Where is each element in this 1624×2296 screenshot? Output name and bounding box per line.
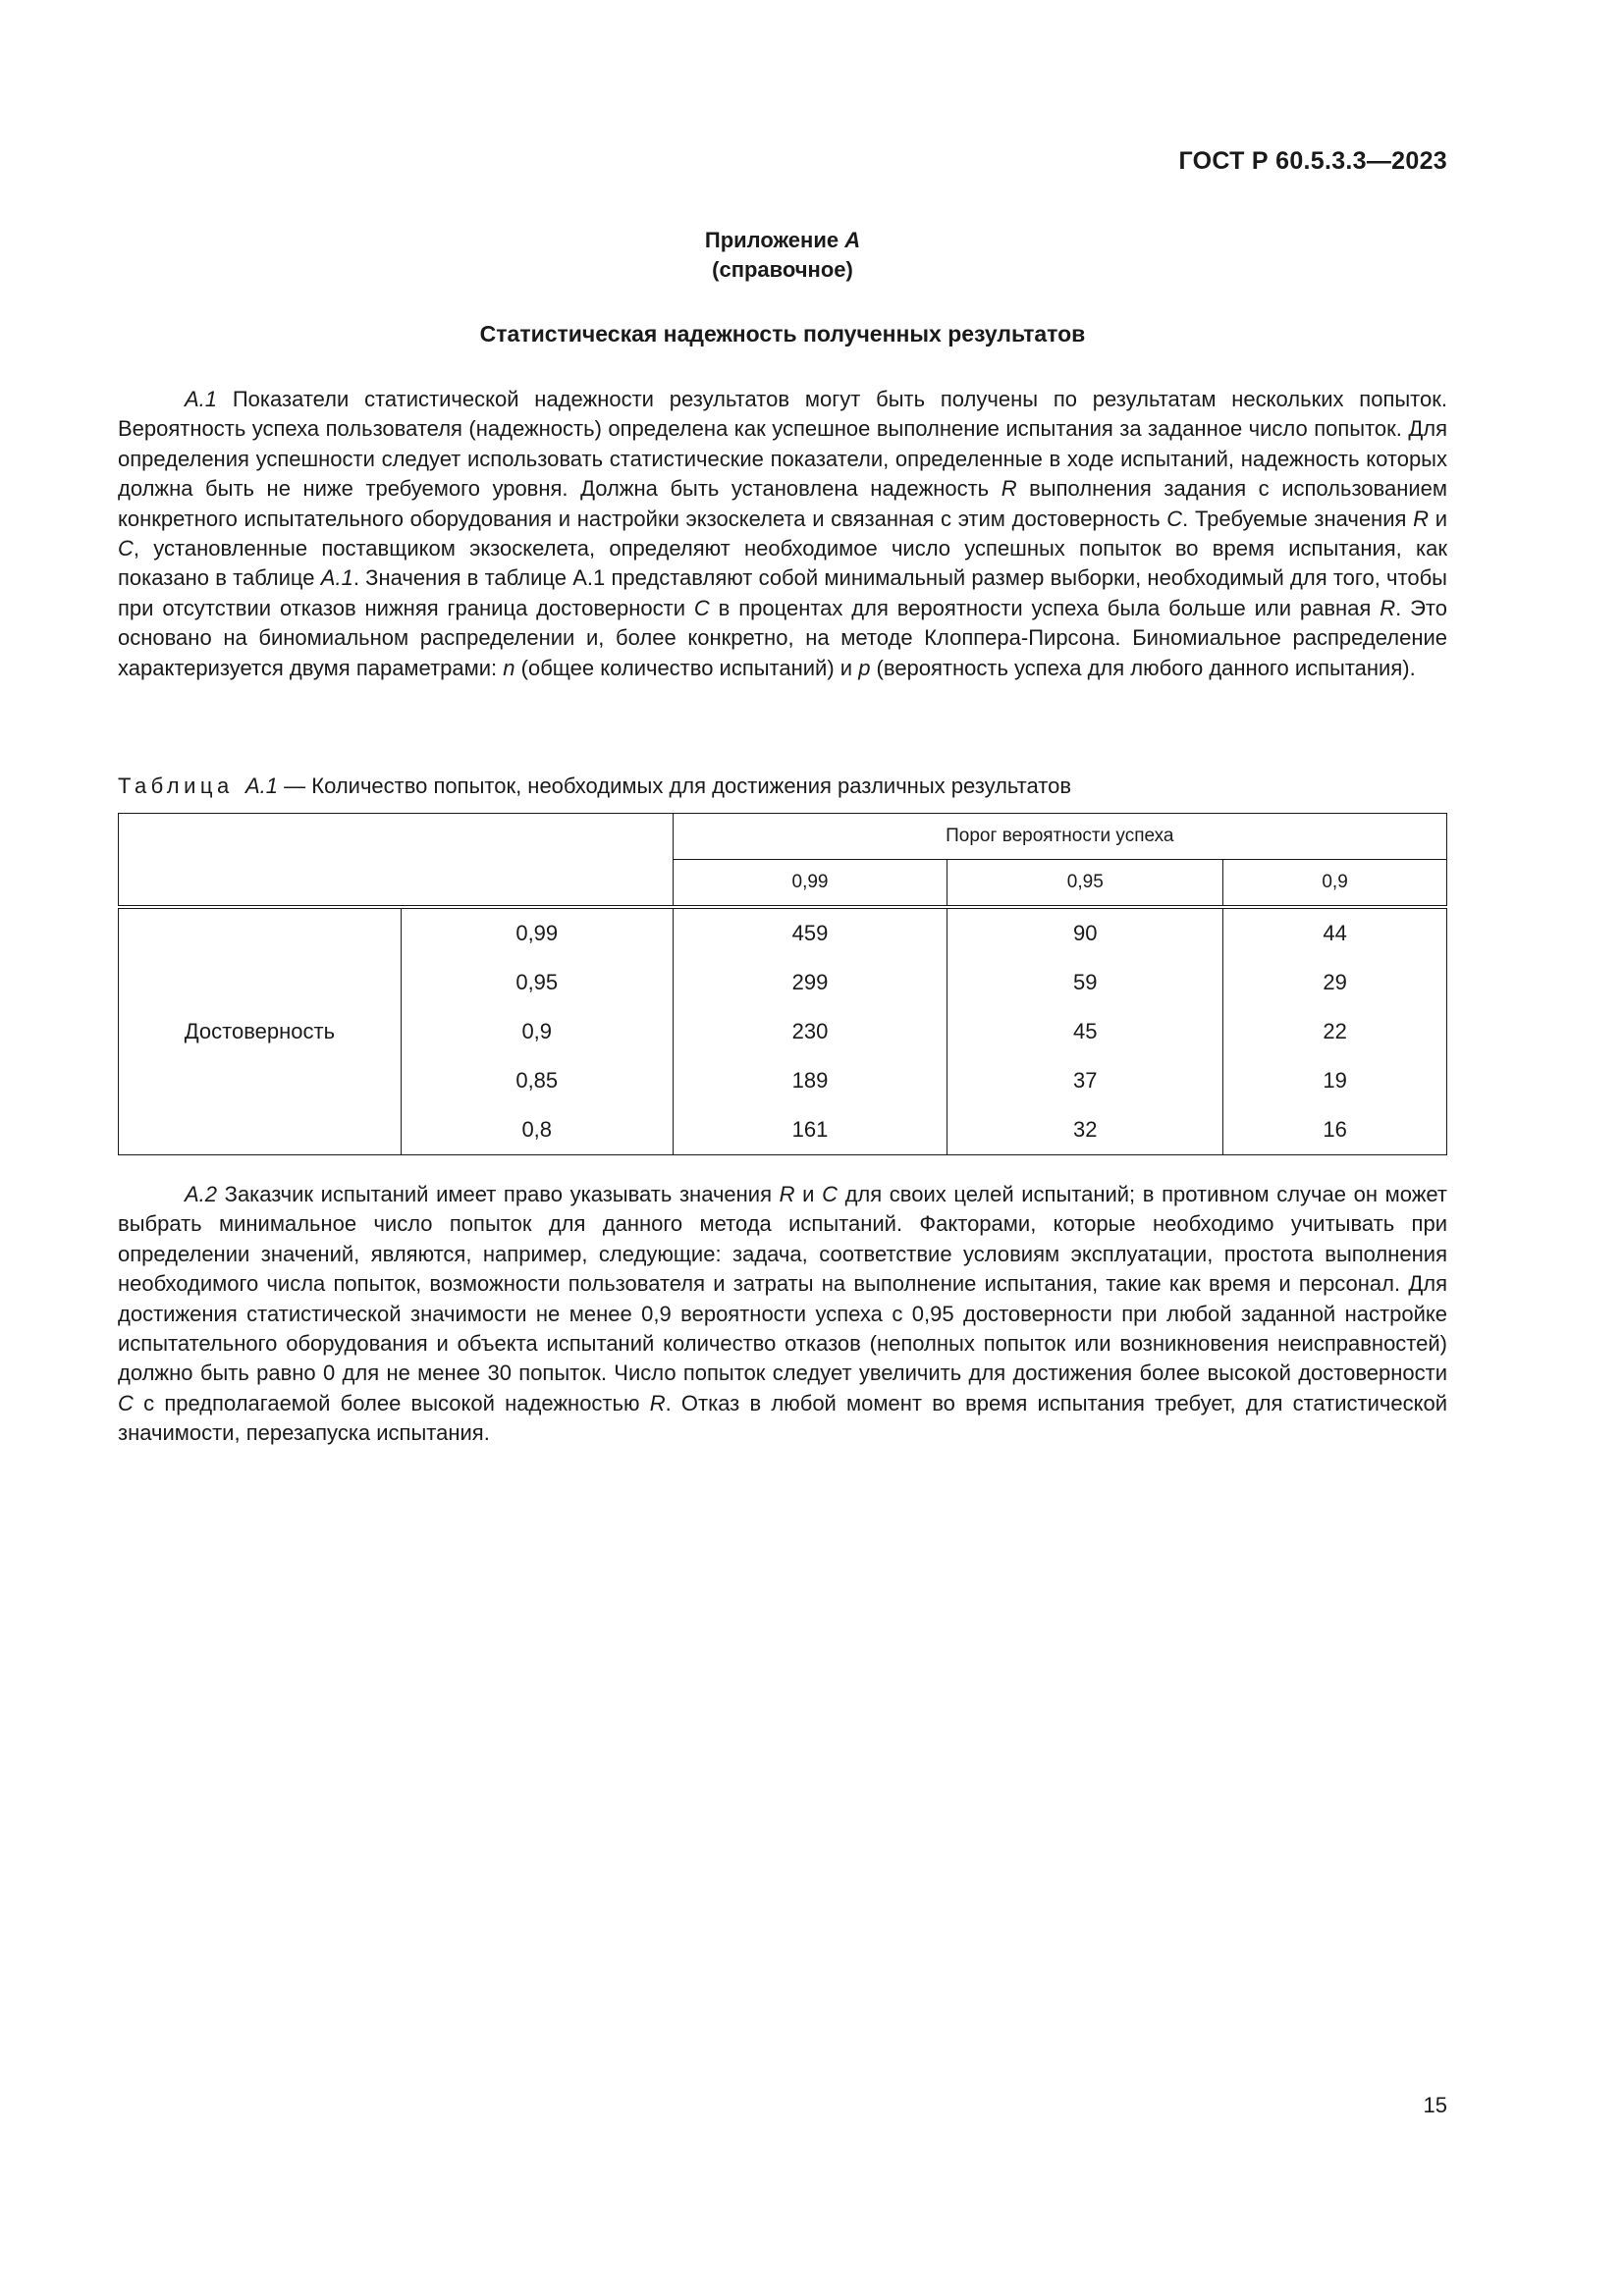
paragraph-a1 xyxy=(118,385,1447,683)
text-fragment: и xyxy=(794,1182,823,1206)
text-fragment: . Это основано на биномиальном распределении и, более конкретно, на методе Клоппера-Пирсона. Биномиальное распределение характеризуется двумя параметрами: xyxy=(118,595,1447,680)
table-cell: 44 xyxy=(1223,907,1447,958)
text-fragment: выполнения задания с использованием конкретного испытательного оборудования и настройки экзоскелета и связанная с этим достоверность xyxy=(118,476,1447,531)
paragraph-a2 xyxy=(118,1180,1447,1449)
page-number: 15 xyxy=(1423,2093,1447,2117)
symbol-c: С xyxy=(1166,506,1183,531)
section-title: Статистическая надежность полученных результатов xyxy=(479,321,1086,347)
row-label: 0,9 xyxy=(401,1007,673,1056)
row-label: 0,85 xyxy=(401,1056,673,1105)
column-group-header: Порог вероятности успеха xyxy=(673,814,1446,860)
symbol-r: R xyxy=(1380,595,1396,620)
table-cell: 299 xyxy=(673,958,947,1007)
table-cell: 37 xyxy=(947,1056,1223,1105)
row-group-label: Достоверность xyxy=(119,907,402,1155)
symbol-r: R xyxy=(1001,476,1017,502)
table-cell: 459 xyxy=(673,907,947,958)
table-caption-number: А.1 xyxy=(245,774,279,798)
row-label: 0,99 xyxy=(401,907,673,958)
annex-label-prefix: Приложение xyxy=(704,228,845,252)
row-label: 0,95 xyxy=(401,958,673,1007)
table-cell: 22 xyxy=(1223,1007,1447,1056)
column-header: 0,99 xyxy=(673,860,947,908)
table-cell: 19 xyxy=(1223,1056,1447,1105)
text-fragment: (вероятность успеха для любого данного испытания). xyxy=(870,655,1416,680)
clause-number: А.1 xyxy=(185,387,218,411)
text-fragment: в процентах для вероятности успеха была больше или равная xyxy=(709,595,1380,620)
annex-label xyxy=(118,226,1447,255)
text-fragment: . Требуемые значения xyxy=(1182,506,1414,531)
annex-type: (справочное) xyxy=(712,257,853,282)
annex-heading xyxy=(118,226,1447,285)
text-fragment: для своих целей испытаний; в противном случае он может выбрать минимальное число попыток для данного метода испытаний. Факторами, которые необходимо учитывать при определении значений, являются, например, следующие: задача, соответствие условиям эксплуатации, простота выполнения необходимого числа попыток, возможности пользователя и затраты на выполнение испытания, такие как время и персонал. Для достижения статистической значимости не менее 0,9 вероятности успеха с 0,95 достоверности при любой заданной настройке испытательного оборудования и объекта испытаний количество отказов (неполных попыток или возникновения неисправностей) должно быть равно 0 для не менее 30 попыток. Число попыток следует увеличить для достижения более высокой достоверности xyxy=(118,1182,1448,1386)
table-corner-cell xyxy=(119,814,674,908)
symbol-c: С xyxy=(693,595,710,620)
symbol-r: R xyxy=(779,1182,795,1206)
text-fragment: . Отказ в любой момент во время испытания требует, для статистической значимости, перезапуска испытания. xyxy=(118,1390,1447,1446)
symbol-c: С xyxy=(118,1390,134,1415)
text-fragment: Заказчик испытаний имеет право указывать значения xyxy=(217,1182,780,1206)
table-caption-word: Таблица xyxy=(118,774,234,798)
text-fragment: Показатели статистической надежности результатов могут быть получены по результатам нескольких попыток. Вероятность успеха пользователя (надежность) определена как успешное выполнение испытания за заданное число попыток. Для определения успешности следует использовать статистические показатели, определенные в ходе испытаний, надежность которых должна быть не ниже требуемого уровня. Должна быть установлена надежность xyxy=(118,387,1447,502)
column-header: 0,9 xyxy=(1223,860,1447,908)
annex-letter: А xyxy=(844,228,861,252)
table-cell: 230 xyxy=(673,1007,947,1056)
text-fragment: . Значения в таблице А.1 представляют собой минимальный размер выборки, необходимый для того, чтобы при отсутствии отказов нижняя граница достоверности xyxy=(118,565,1447,620)
text-fragment: и xyxy=(1429,506,1447,531)
table-caption-text: — Количество попыток, необходимых для достижения различных результатов xyxy=(278,774,1072,798)
symbol-r: R xyxy=(649,1390,666,1415)
table-cell: 59 xyxy=(947,958,1223,1007)
row-label: 0,8 xyxy=(401,1105,673,1155)
symbol-c: С xyxy=(822,1182,838,1206)
table-cell: 161 xyxy=(673,1105,947,1155)
table-caption xyxy=(118,772,1447,801)
table-cell: 90 xyxy=(947,907,1223,958)
symbol-r: R xyxy=(1413,506,1429,531)
clause-number: А.2 xyxy=(185,1182,218,1206)
table-cell: 45 xyxy=(947,1007,1223,1056)
attempts-table xyxy=(118,813,1447,1155)
column-header: 0,95 xyxy=(947,860,1223,908)
table-row xyxy=(119,907,1447,958)
table-cell: 29 xyxy=(1223,958,1447,1007)
table-reference: А.1 xyxy=(320,565,353,591)
text-fragment: (общее количество испытаний) и xyxy=(514,655,859,680)
text-fragment: с предполагаемой более высокой надежностью xyxy=(133,1390,650,1415)
symbol-n: n xyxy=(503,655,515,680)
text-fragment: , установленные поставщиком экзоскелета, определяют необходимое число успешных попыток во время испытания, как показано в таблице xyxy=(118,536,1447,591)
symbol-p: p xyxy=(858,655,871,680)
table-cell: 16 xyxy=(1223,1105,1447,1155)
table-cell: 32 xyxy=(947,1105,1223,1155)
table-cell: 189 xyxy=(673,1056,947,1105)
symbol-c: С xyxy=(118,536,134,561)
document-code: ГОСТ Р 60.5.3.3—2023 xyxy=(1178,147,1447,175)
